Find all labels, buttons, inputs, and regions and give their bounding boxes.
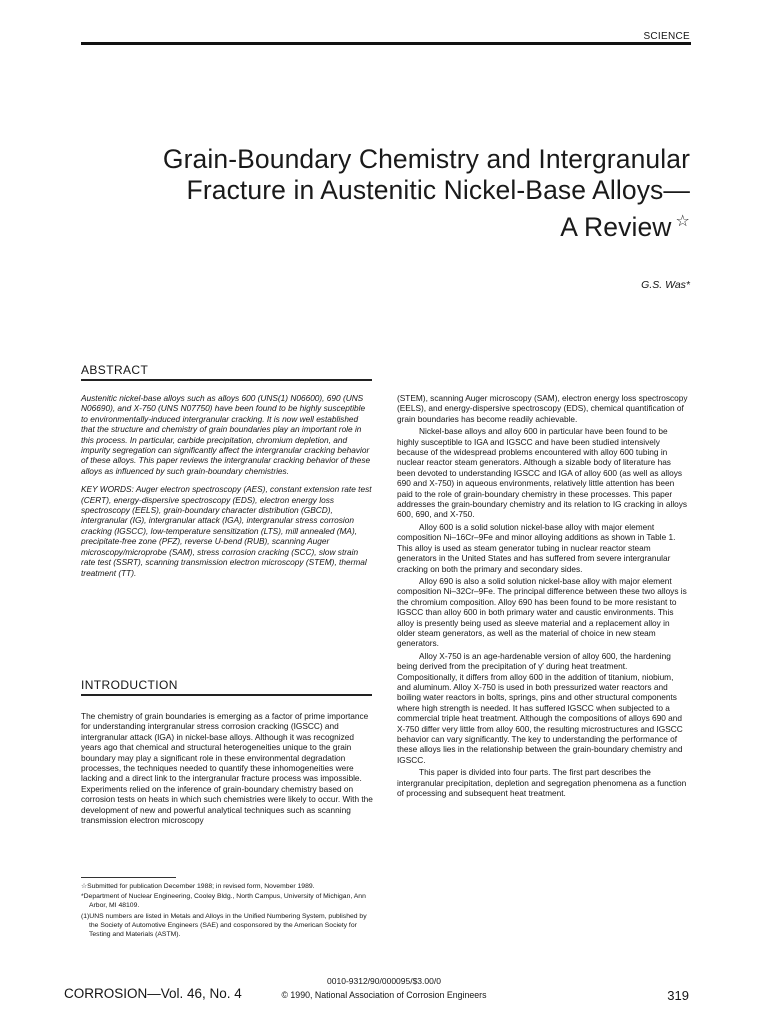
- introduction-heading: INTRODUCTION: [81, 678, 178, 692]
- footnote-uns: (1)UNS numbers are listed in Metals and Alloys in the Unified Numbering System, published by the Society of Automotive Engineers (SAE) and cosponsored by the American Society for Testing and Materials (ASTM).: [81, 912, 367, 939]
- header-rule: [81, 42, 691, 45]
- footnotes: [81, 882, 376, 940]
- article-title: [70, 144, 690, 243]
- title-line-3: [70, 206, 690, 243]
- abstract-heading: ABSTRACT: [81, 363, 149, 377]
- title-line-1: Grain-Boundary Chemistry and Intergranular: [162, 144, 690, 174]
- introduction-block: [81, 711, 373, 827]
- introduction-rule: [81, 694, 372, 696]
- paragraph-outline: This paper is divided into four parts. The first part describes the intergranular precipitation, depletion and segregation phenomena as a function of processing and subsequent heat treatment.: [397, 767, 687, 799]
- introduction-text: The chemistry of grain boundaries is emerging as a factor of prime importance for understanding intergranular stress corrosion cracking (IGSCC) and intergranular attack (IGA) in nickel-base alloys. Although it was recognized years ago that chemical and structural heterogeneities unique to the grain boundary may play a significant role in these environmental degradation processes, the techniques needed to quantify these inhomogeneities were lacking and a direct link to the intergranular fracture process was impossible. Experiments relied on the inference of grain-boundary chemistry based on corrosion tests on heats in which such chemistries were likely to occur. With the development of new and powerful analytical techniques such as scanning transmission electron microscopy: [81, 711, 373, 826]
- title-line-2: Fracture in Austenitic Nickel-Base Alloys—: [186, 175, 690, 205]
- abstract-block: [81, 393, 373, 580]
- copyright-notice: © 1990, National Association of Corrosion Engineers: [281, 990, 487, 1000]
- footnote-affiliation: *Department of Nuclear Engineering, Cooley Bldg., North Campus, University of Michigan, Ann Arbor, MI 48109.: [81, 893, 366, 910]
- paragraph-stem: (STEM), scanning Auger microscopy (SAM), electron energy loss spectroscopy (EELS), and energy-dispersive spectroscopy (EDS), chemical quantification of grain boundaries has become readily achievable.: [397, 393, 688, 424]
- author-name: G.S. Was*: [641, 279, 690, 291]
- paragraph-alloy600-susceptibility: Nickel-base alloys and alloy 600 in particular have been found to be highly susceptible to IGA and IGSCC and have been studied intensively because of the widespread problems encountered with alloy 600 tubing in nuclear reactor steam generators. Although a sizable body of literature has been devoted to understanding IGSCC and IGA of alloy 600 (as well as alloys 690 and X-750) in aqueous environments, relatively little attention has been paid to the role of grain-boundary chemistry in these processes. This paper addresses the grain-boundary chemistry and its relation to IG cracking in alloys 600, 690, and X-750.: [397, 426, 688, 520]
- title-line-3-text: A Review: [560, 211, 672, 242]
- footnote-rule: [81, 877, 176, 878]
- abstract-text: Austenitic nickel-base alloys such as alloys 600 (UNS(1) N06600), 690 (UNS N06690), and X-750 (UNS N07750) have been found to be highly susceptible to environmentally-induced intergranular cracking. It is now well established that the structure and chemistry of grain boundaries play an important role in this process. In particular, carbide precipitation, chromium depletion, and impurity segregation can significantly affect the intergranular cracking behavior of these alloys. This paper reviews the intergranular cracking behavior of these alloys as influenced by such grain-boundary chemistries.: [81, 393, 371, 476]
- page-number: 319: [667, 988, 689, 1003]
- keywords-text: KEY WORDS: Auger electron spectroscopy (AES), constant extension rate test (CERT), energy-dispersive spectroscopy (EDS), electron energy loss spectroscopy (EELS), grain-boundary character distribution (GBCD), intergranular (IG), intergranular attack (IGA), intergranular stress corrosion cracking (IGSCC), low-temperature sensitization (LTS), mill annealed (MA), precipitate-free zone (PFZ), reverse U-bend (RUB), scanning Auger microscopy/microprobe (SAM), stress corrosion cracking (SCC), slow strain rate test (SSRT), scanning transmission electron microscopy (STEM), thermal treatment (TT).: [81, 484, 372, 578]
- issn-code: 0010-9312/90/000095/$3.00/0: [327, 976, 441, 986]
- title-footnote-star-icon: ☆: [675, 213, 690, 230]
- right-column: [397, 393, 689, 800]
- paragraph-alloy690: Alloy 690 is also a solid solution nickel-base alloy with major element composition Ni–32Cr–9Fe. The principal difference between these two alloys is the chromium composition. Alloy 690 has been found to be more resistant to IGSCC than alloy 600 in both primary water and caustic environments. This alloy is presently being used as sleeve material and a replacement alloy in older steam generators, as well as the material of choice in new steam generators.: [397, 575, 687, 649]
- paragraph-alloy600: Alloy 600 is a solid solution nickel-base alloy with major element composition Ni–16Cr–9Fe and minor alloying additions as shown in Table 1. This alloy is used as steam generator tubing in nuclear reactor steam generators in the United States and has suffered from severe intergranular cracking on both the primary and secondary sides.: [397, 521, 676, 574]
- journal-citation: CORROSION—Vol. 46, No. 4: [64, 986, 242, 1001]
- section-label: SCIENCE: [643, 31, 690, 42]
- abstract-rule: [81, 379, 372, 381]
- paragraph-alloyx750: Alloy X-750 is an age-hardenable version of alloy 600, the hardening being derived from the precipitation of γ′ during heat treatment. Compositionally, it differs from alloy 600 in the addition of titanium, niobium, and aluminum. Alloy X-750 is used in both pressurized water reactors and boiling water reactors in bolts, springs, pins and other structural components where high strength is needed. It has suffered IGSCC when subjected to a commercial triple heat treatment. Although the compositions of alloys 690 and X-750 differ very little from alloy 600, the resulting microstructures and IGSCC behavior can vary significantly. The key to understanding the performance of these alloys lies in the relationship between the grain-boundary chemistry and IGSCC.: [397, 650, 683, 765]
- footnote-submitted: ☆Submitted for publication December 1988; in revised form, November 1989.: [81, 883, 315, 890]
